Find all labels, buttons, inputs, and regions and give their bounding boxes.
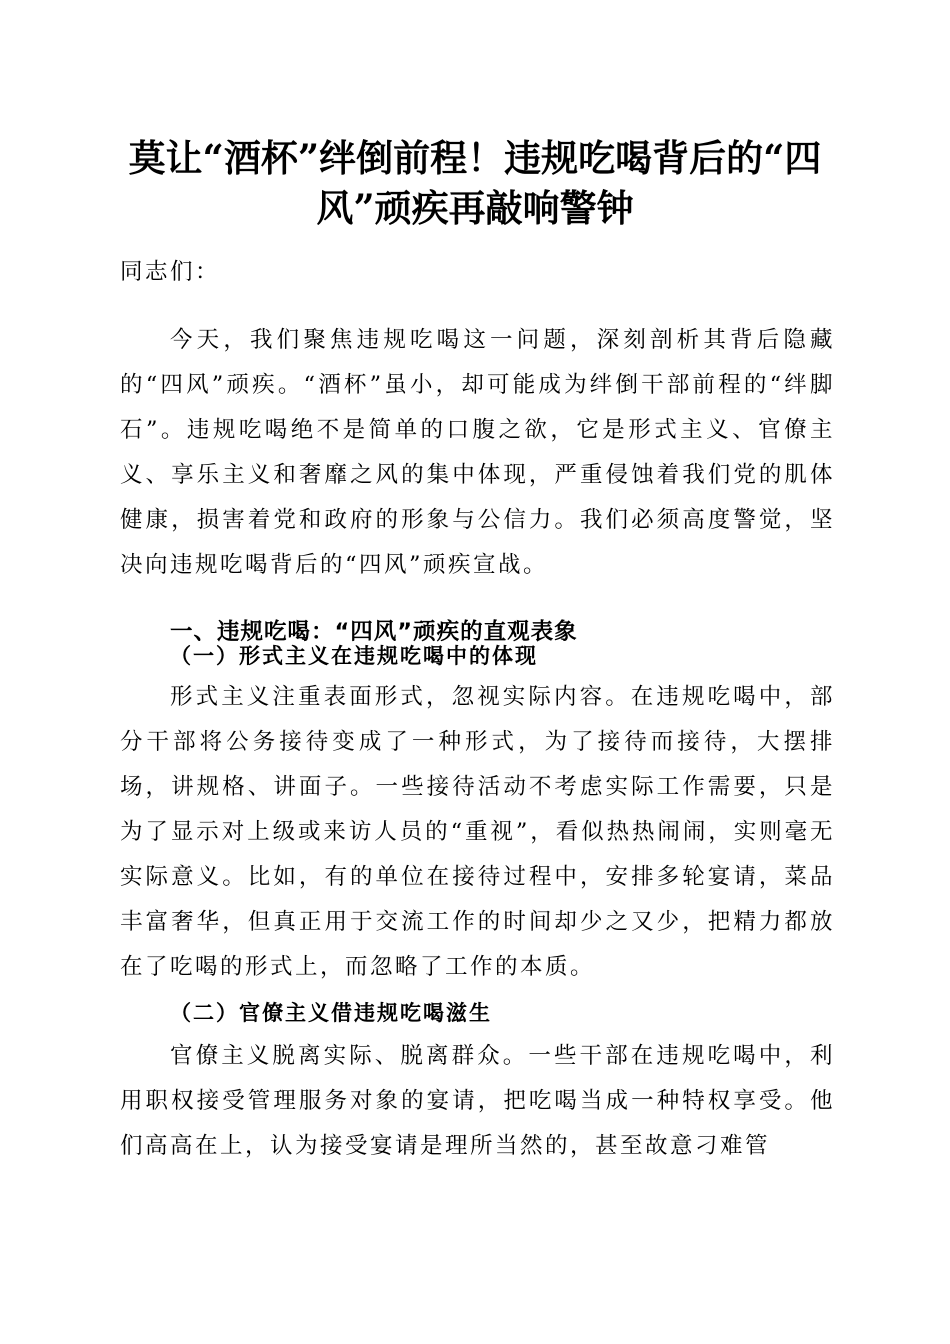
subsection-2-heading: （二）官僚主义借违规吃喝滋生 — [170, 1000, 492, 1025]
section-1-heading: 一、违规吃喝：“四风”顽疾的直观表象 — [170, 619, 578, 645]
intro-paragraph: 今天，我们聚焦违规吃喝这一问题，深刻剖析其背后隐藏的“四风”顽疾。“酒杯”虽小，却可能成为绊倒干部前程的“绊脚石”。违规吃喝绝不是简单的口腹之欲，它是形式主义、官僚主义、享乐主义和奢靡之风的集中体现，严重侵蚀着我们党的肌体健康，损害着党和政府的形象与公信力。我们必须高度警觉，坚决向违规吃喝背后的“四风”顽疾宣战。 — [120, 327, 835, 578]
subsection-1-paragraph: 形式主义注重表面形式，忽视实际内容。在违规吃喝中，部分干部将公务接待变成了一种形式，为了接待而接待，大摆排场，讲规格、讲面子。一些接待活动不考虑实际工作需要，只是为了显示对上级或来访人员的“重视”，看似热热闹闹，实则毫无实际意义。比如，有的单位在接待过程中，安排多轮宴请，菜品丰富奢华，但真正用于交流工作的时间却少之又少，把精力都放在了吃喝的形式上，而忽略了工作的本质。 — [120, 684, 835, 980]
salutation: 同志们： — [120, 259, 221, 285]
subsection-1-heading: （一）形式主义在违规吃喝中的体现 — [170, 643, 538, 668]
subsection-2-paragraph: 官僚主义脱离实际、脱离群众。一些干部在违规吃喝中，利用职权接受管理服务对象的宴请，把吃喝当成一种特权享受。他们高高在上，认为接受宴请是理所当然的，甚至故意刁难管 — [120, 1043, 835, 1159]
document-title: 莫让“酒杯”绊倒前程！违规吃喝背后的“四风”顽疾再敲响警钟 — [128, 136, 822, 230]
